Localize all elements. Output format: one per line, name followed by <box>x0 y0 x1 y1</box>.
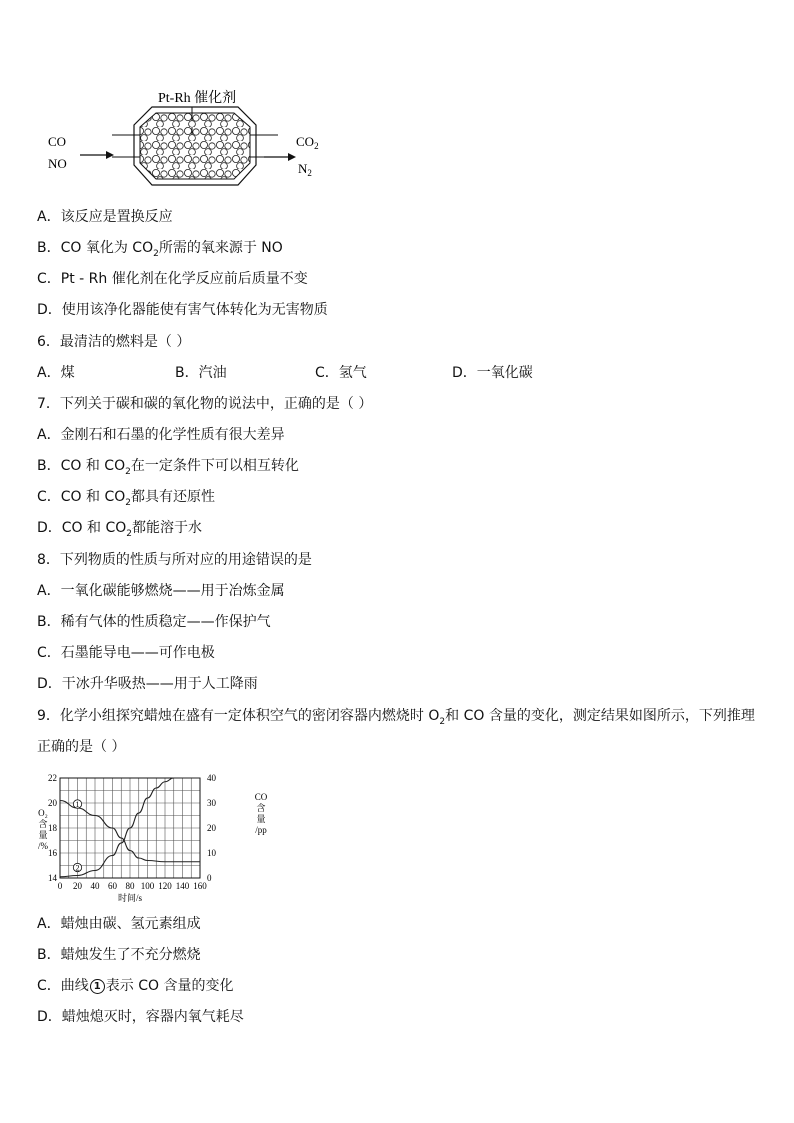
y-right-axis-title: /pp <box>255 825 267 835</box>
q9-stem: 9．化学小组探究蜡烛在盛有一定体积空气的密闭容器内燃烧时 $O_2$和 CO 含量的变化，测定结果如图所示，下列推理 <box>37 708 755 727</box>
q9-stem-line2: 正确的是（ ） <box>37 739 126 755</box>
series-label: 2 <box>75 863 80 873</box>
q5-option-d: D．使用该净化器能使有害气体转化为无害物质 <box>37 302 328 318</box>
y-right-axis-title: 量 <box>256 814 266 824</box>
q6-option-a: A．煤 <box>37 365 75 381</box>
y-right-tick-label: 20 <box>207 823 216 833</box>
q8-option-c: C．石墨能导电——可作电极 <box>37 645 215 661</box>
q8-option-d: D．干冰升华吸热——用于人工降雨 <box>37 676 258 692</box>
circled-one-marker: 1 <box>90 979 105 994</box>
q7-option-b: B．CO 和 $CO_2$在一定条件下可以相互转化 <box>37 458 299 477</box>
x-tick-label: 40 <box>90 881 100 891</box>
x-tick-label: 160 <box>193 881 207 891</box>
q7-option-d: D．CO 和 $CO_2$都能溶于水 <box>37 520 203 539</box>
q6-option-b: B．汽油 <box>175 365 227 381</box>
y-right-tick-label: 30 <box>207 798 216 808</box>
inlet-no-label: NO <box>48 156 67 171</box>
q7-option-a: A．金刚石和石墨的化学性质有很大差异 <box>37 427 285 443</box>
q8-option-a: A．一氧化碳能够燃烧——用于冶炼金属 <box>37 583 285 599</box>
y-right-axis-title: 含 <box>256 803 266 813</box>
x-tick-label: 60 <box>108 881 117 891</box>
q9-option-a: A．蜡烛由碳、氢元素组成 <box>37 916 201 932</box>
catalytic-converter-diagram <box>40 85 340 197</box>
inlet-arrow-head <box>106 151 114 159</box>
y-left-tick-label: 18 <box>48 823 57 833</box>
inlet-co-label: CO <box>48 134 67 149</box>
outlet-n2-label: $N_2$ <box>298 161 312 178</box>
outlet-arrow-head <box>288 153 296 161</box>
x-tick-label: 100 <box>140 881 155 891</box>
y-left-axis-title: /% <box>38 841 48 851</box>
y-left-axis-title: 量 <box>38 830 48 840</box>
x-tick-label: 120 <box>158 881 172 891</box>
q6-option-c: C．氢气 <box>315 365 367 381</box>
y-left-tick-label: 14 <box>48 873 57 883</box>
q6-option-d: D．一氧化碳 <box>452 365 533 381</box>
q7-option-c: C．CO 和 $CO_2$都具有还原性 <box>37 489 215 508</box>
catalyst-label: Pt-Rh 催化剂 <box>158 91 237 106</box>
q7-stem: 7．下列关于碳和碳的氧化物的说法中，正确的是（ ） <box>37 396 373 412</box>
o2-co-content-chart <box>36 768 276 904</box>
outlet-co2-label: $CO_2$ <box>296 134 319 151</box>
y-left-axis-title: O₂ <box>38 808 48 818</box>
y-right-axis-title: CO <box>254 792 268 802</box>
y-left-axis-title: 含 <box>38 819 48 829</box>
x-tick-label: 0 <box>57 881 63 891</box>
y-right-tick-label: 10 <box>207 848 216 858</box>
y-left-tick-label: 22 <box>48 773 57 783</box>
q5-option-b: B．CO 氧化为 $CO_2$所需的氧来源于 NO <box>37 240 283 259</box>
q5-option-c: C．Pt - Rh 催化剂在化学反应前后质量不变 <box>37 271 308 287</box>
q8-option-b: B．稀有气体的性质稳定——作保护气 <box>37 614 271 630</box>
reactor-catalyst-bed <box>140 113 250 179</box>
y-left-tick-label: 16 <box>48 848 57 858</box>
q5-option-a: A．该反应是置换反应 <box>37 209 173 225</box>
q9-option-c: C．曲线 1 表示 CO 含量的变化 <box>37 978 234 994</box>
series-label: 1 <box>75 799 80 809</box>
q8-stem: 8．下列物质的性质与所对应的用途错误的是 <box>37 552 312 568</box>
x-tick-label: 80 <box>125 881 135 891</box>
x-tick-label: 20 <box>73 881 82 891</box>
q9-option-b: B．蜡烛发生了不充分燃烧 <box>37 947 201 963</box>
q6-stem: 6．最清洁的燃料是（ ） <box>37 334 191 350</box>
q9-option-d: D．蜡烛熄灭时，容器内氧气耗尽 <box>37 1009 244 1025</box>
y-right-tick-label: 0 <box>207 873 212 883</box>
y-left-tick-label: 20 <box>48 798 57 808</box>
x-tick-label: 140 <box>175 881 190 891</box>
y-right-tick-label: 40 <box>207 773 216 783</box>
x-axis-title: 时间/s <box>117 893 143 903</box>
